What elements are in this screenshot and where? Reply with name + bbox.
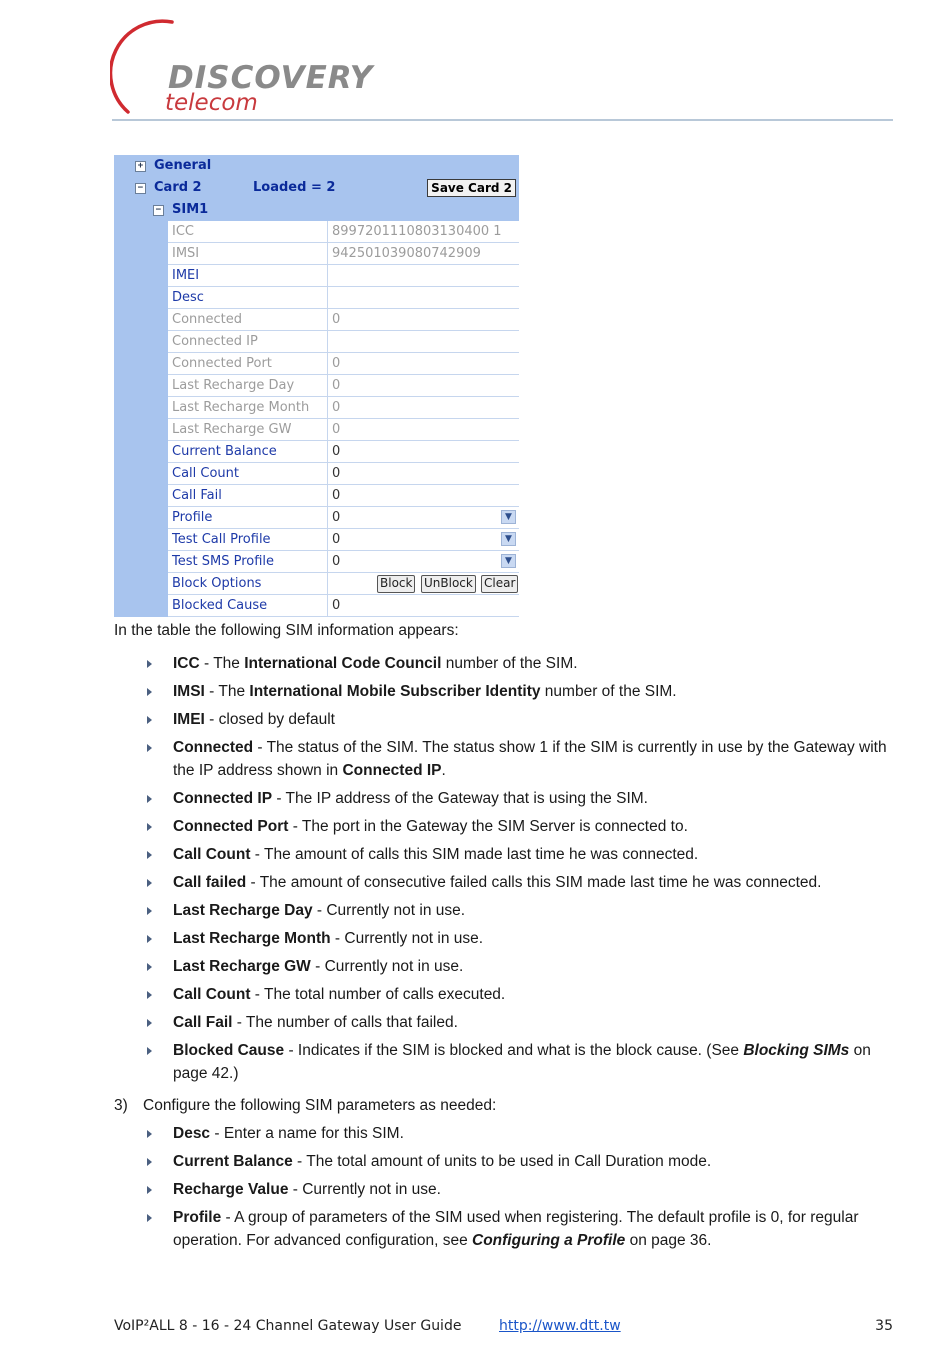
sim-info-list [114, 652, 904, 1085]
chevron-down-icon[interactable]: ▼ [501, 532, 516, 546]
property-name: Connected Port [168, 353, 328, 374]
clear-button[interactable]: Clear [481, 575, 518, 593]
bullet-arrow-icon [147, 1019, 152, 1027]
bullet-arrow-icon [147, 795, 152, 803]
list-item: Call Fail - The number of calls that failed. [114, 1011, 904, 1034]
property-name: Profile [168, 507, 328, 528]
sim-property-grid [114, 155, 519, 617]
property-value: 0 [332, 356, 341, 371]
bullet-arrow-icon [147, 1158, 152, 1166]
property-name: Desc [168, 287, 328, 308]
list-item: Last Recharge Day - Currently not in use. [114, 899, 904, 922]
property-name: Last Recharge Month [168, 397, 328, 418]
property-name: Connected IP [168, 331, 328, 352]
property-row [168, 375, 519, 397]
property-name: ICC [168, 221, 328, 242]
property-row [168, 419, 519, 441]
list-item: Last Recharge GW - Currently not in use. [114, 955, 904, 978]
bullet-arrow-icon [147, 1214, 152, 1222]
list-item: IMSI - The International Mobile Subscriber Identity number of the SIM. [114, 680, 904, 703]
property-value[interactable]: 0 [332, 598, 341, 613]
intro-paragraph: In the table the following SIM information appears: [114, 622, 459, 639]
chevron-down-icon[interactable]: ▼ [501, 510, 516, 524]
bullet-arrow-icon [147, 744, 152, 752]
property-row[interactable] [168, 287, 519, 309]
expand-plus-icon[interactable]: + [135, 161, 146, 172]
property-value[interactable]: 0 [332, 444, 341, 459]
chevron-down-icon[interactable]: ▼ [501, 554, 516, 568]
footer-title: VoIP²ALL 8 - 16 - 24 Channel Gateway User Guide [114, 1318, 462, 1334]
property-value[interactable]: 0 [332, 488, 341, 503]
property-row[interactable] [168, 441, 519, 463]
bullet-arrow-icon [147, 851, 152, 859]
property-value: 942501039080742909 [332, 246, 481, 261]
property-row[interactable] [168, 485, 519, 507]
property-name: Call Count [168, 463, 328, 484]
property-row [168, 309, 519, 331]
property-name: Test SMS Profile [168, 551, 328, 572]
list-item: ICC - The International Code Council number of the SIM. [114, 652, 904, 675]
property-row[interactable] [168, 507, 519, 529]
bullet-arrow-icon [147, 907, 152, 915]
property-row [168, 221, 519, 243]
collapse-minus-icon[interactable]: − [153, 205, 164, 216]
property-row[interactable] [168, 265, 519, 287]
page-number: 35 [875, 1318, 893, 1334]
property-value: 0 [332, 400, 341, 415]
step-text: Configure the following SIM parameters as needed: [143, 1097, 497, 1114]
bullet-arrow-icon [147, 1130, 152, 1138]
bullet-arrow-icon [147, 823, 152, 831]
save-card-button[interactable]: Save Card 2 [427, 179, 516, 197]
list-item: Connected IP - The IP address of the Gateway that is using the SIM. [114, 787, 904, 810]
property-row [168, 243, 519, 265]
property-value[interactable]: 0 [332, 510, 341, 525]
bullet-arrow-icon [147, 963, 152, 971]
footer-link[interactable]: http://www.dtt.tw [499, 1318, 621, 1334]
list-item: Profile - A group of parameters of the SIM used when registering. The default profile is 0, for regular operation. For advanced configuration, see Configuring a Profile on page 36. [114, 1206, 904, 1252]
list-item: Blocked Cause - Indicates if the SIM is blocked and what is the block cause. (See Blocking SIMs on page 42.) [114, 1039, 904, 1085]
list-item: Connected - The status of the SIM. The status show 1 if the SIM is currently in use by the Gateway with the IP address shown in Connected IP. [114, 736, 904, 782]
bullet-arrow-icon [147, 935, 152, 943]
property-value[interactable]: 0 [332, 466, 341, 481]
unblock-button[interactable]: UnBlock [421, 575, 476, 593]
bullet-arrow-icon [147, 991, 152, 999]
property-name: Connected [168, 309, 328, 330]
sim-parameters-list [114, 1122, 904, 1252]
property-value: 0 [332, 312, 341, 327]
property-name: Last Recharge GW [168, 419, 328, 440]
card-group-row[interactable] [114, 177, 519, 199]
property-name: Test Call Profile [168, 529, 328, 550]
collapse-minus-icon[interactable]: − [135, 183, 146, 194]
header-divider [112, 119, 893, 121]
property-value[interactable] [332, 265, 519, 286]
property-row [168, 331, 519, 353]
loaded-label: Loaded = 2 [253, 180, 336, 195]
bullet-arrow-icon [147, 716, 152, 724]
card-label: Card 2 [154, 180, 202, 195]
property-row [168, 353, 519, 375]
property-name: Last Recharge Day [168, 375, 328, 396]
sim-label: SIM1 [172, 202, 209, 217]
property-row[interactable] [168, 551, 519, 573]
property-value[interactable]: 0 [332, 532, 341, 547]
list-item: Call Count - The total number of calls executed. [114, 983, 904, 1006]
list-item: Last Recharge Month - Currently not in use. [114, 927, 904, 950]
bullet-arrow-icon [147, 1186, 152, 1194]
property-value: 0 [332, 378, 341, 393]
list-item: Desc - Enter a name for this SIM. [114, 1122, 904, 1145]
logo-text-discovery: DISCOVERY [168, 60, 374, 96]
list-item: IMEI - closed by default [114, 708, 904, 731]
property-name: Block Options [168, 573, 328, 594]
list-item: Call Count - The amount of calls this SIM made last time he was connected. [114, 843, 904, 866]
list-item: Connected Port - The port in the Gateway the SIM Server is connected to. [114, 815, 904, 838]
bullet-arrow-icon [147, 688, 152, 696]
general-label: General [154, 158, 212, 173]
bullet-arrow-icon [147, 879, 152, 887]
property-value[interactable] [332, 287, 519, 308]
company-logo [110, 8, 374, 123]
property-row[interactable] [168, 573, 519, 595]
property-value [332, 331, 519, 352]
list-item: Call failed - The amount of consecutive failed calls this SIM made last time he was connected. [114, 871, 904, 894]
property-value[interactable]: 0 [332, 554, 341, 569]
property-value: 8997201110803130400 1 [332, 224, 502, 239]
property-value: 0 [332, 422, 341, 437]
block-button[interactable]: Block [377, 575, 415, 593]
property-row[interactable] [168, 463, 519, 485]
property-row[interactable] [168, 529, 519, 551]
property-row[interactable] [168, 595, 519, 617]
list-item: Recharge Value - Currently not in use. [114, 1178, 904, 1201]
step-3 [114, 1094, 496, 1117]
property-name: IMSI [168, 243, 328, 264]
bullet-arrow-icon [147, 1047, 152, 1055]
property-name: Blocked Cause [168, 595, 328, 616]
property-row [168, 397, 519, 419]
bullet-arrow-icon [147, 660, 152, 668]
property-name: IMEI [168, 265, 328, 286]
property-name: Call Fail [168, 485, 328, 506]
step-number: 3) [114, 1097, 128, 1114]
general-group-row[interactable] [114, 155, 519, 177]
list-item: Current Balance - The total amount of units to be used in Call Duration mode. [114, 1150, 904, 1173]
property-name: Current Balance [168, 441, 328, 462]
logo-text-telecom: telecom [165, 90, 258, 116]
sim-group-row[interactable] [114, 199, 519, 221]
